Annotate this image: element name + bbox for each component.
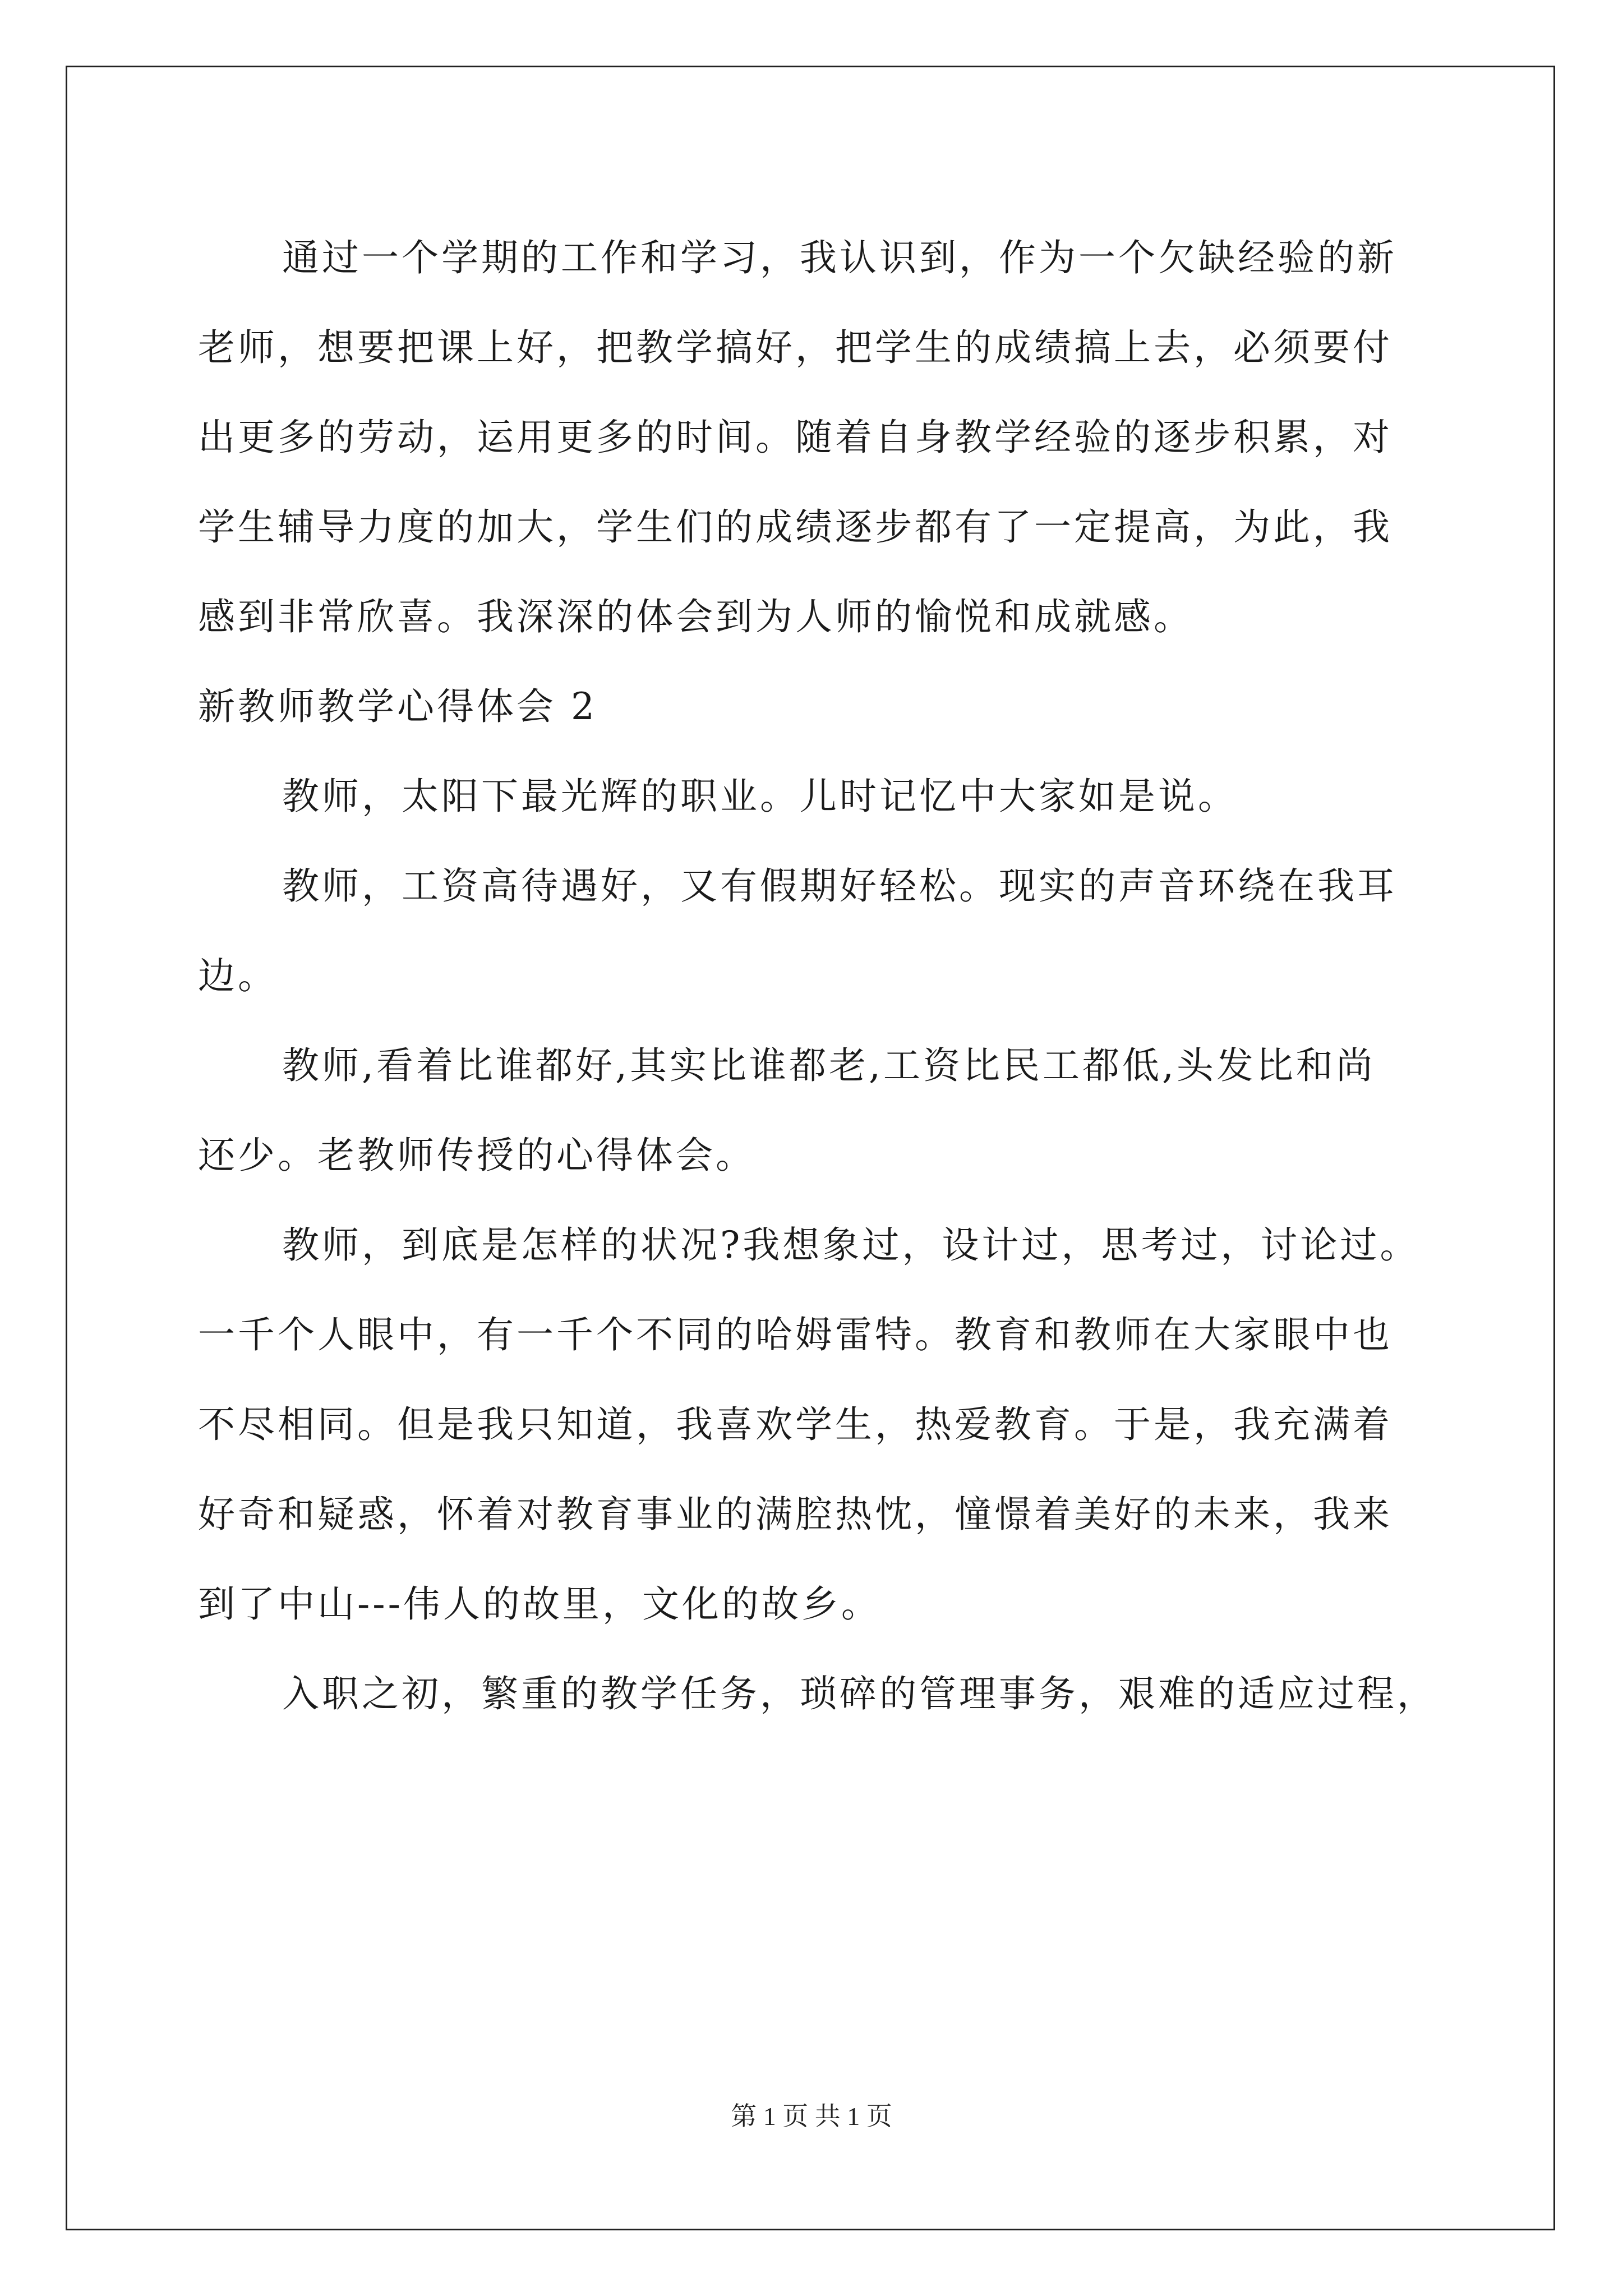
text-line: 通过一个学期的工作和学习，我认识到，作为一个欠缺经验的新	[282, 236, 1397, 279]
text-line: 感到非常欣喜。我深深的体会到为人师的愉悦和成就感。	[198, 595, 1193, 638]
text-line: 还少。老教师传授的心得体会。	[198, 1134, 755, 1177]
text-line: 好奇和疑惑，怀着对教育事业的满腔热忱，憧憬着美好的未来，我来	[198, 1493, 1393, 1536]
text-line: 出更多的劳动，运用更多的时间。随着自身教学经验的逐步积累，对	[198, 416, 1393, 459]
text-line: 老师，想要把课上好，把教学搞好，把学生的成绩搞上去，必须要付	[198, 326, 1393, 369]
text-line: 入职之初，繁重的教学任务，琐碎的管理事务，艰难的适应过程，	[282, 1672, 1437, 1715]
page-number-footer: 第 1 页 共 1 页	[731, 2102, 892, 2131]
text-line: 不尽相同。但是我只知道，我喜欢学生，热爱教育。于是，我充满着	[198, 1403, 1393, 1446]
text-line: 教师，工资高待遇好，又有假期好轻松。现实的声音环绕在我耳	[282, 864, 1397, 908]
text-line: 一千个人眼中，有一千个不同的哈姆雷特。教育和教师在大家眼中也	[198, 1313, 1393, 1356]
text-line: 教师,看着比谁都好,其实比谁都老,工资比民工都低,头发比和尚	[282, 1044, 1376, 1087]
section-heading: 新教师教学心得体会 2	[198, 685, 597, 728]
text-line: 教师，到底是怎样的状况?我想象过，设计过，思考过，讨论过。	[282, 1223, 1420, 1267]
text-line: 到了中山---伟人的故里，文化的故乡。	[198, 1582, 881, 1626]
document-body	[198, 213, 1437, 1739]
text-line: 边。	[198, 954, 278, 997]
text-line: 教师，太阳下最光辉的职业。儿时记忆中大家如是说。	[282, 775, 1238, 818]
text-line: 学生辅导力度的加大，学生们的成绩逐步都有了一定提高，为此，我	[198, 505, 1393, 549]
